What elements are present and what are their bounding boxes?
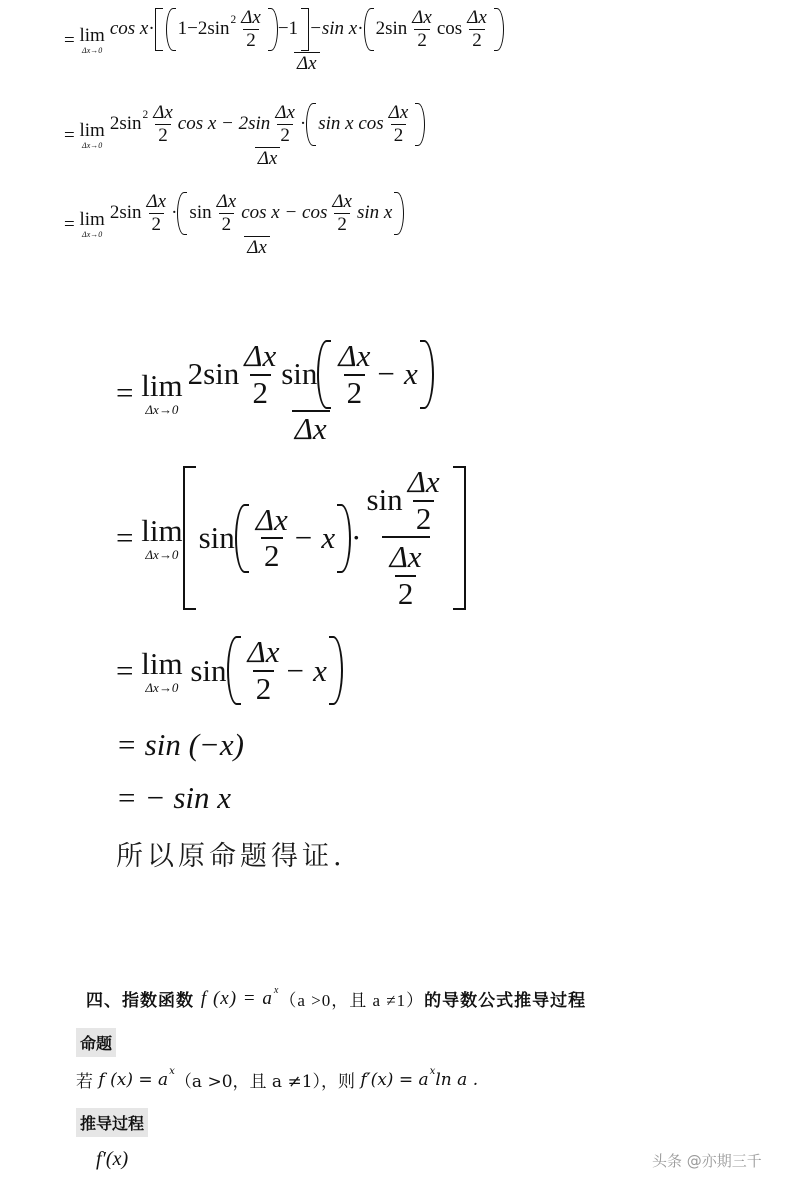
proposition-tag: 命题 — [76, 1028, 116, 1057]
fraction: 2sin $\frac{\Delta x}{2}$ sin $\frac{\Delta x}{2}$ − x Δx — [185, 340, 437, 446]
equals-sign: = — [64, 29, 75, 51]
equation-line-2: = lim Δx→0 2sin 2 $\frac{\Delta x}{2}$ cos x − 2sin $\frac{\Delta x}{2}$ · sin x cos $\frac{\Delta x}{2}$ Δx — [64, 103, 430, 169]
equation-line-7: = sin (−x) — [116, 727, 244, 762]
equation-line-1 — [64, 8, 509, 74]
limit-operator: lim Δx→0 — [79, 209, 105, 240]
equation-line-4: = lim Δx→0 2sin $\frac{\Delta x}{2}$ sin $\frac{\Delta x}{2}$ − x Δx — [116, 340, 439, 446]
limit-operator: lim Δx→0 — [141, 513, 183, 563]
limit-operator: lim Δx→0 — [141, 645, 183, 695]
equation-line-6: = lim Δx→0 sin $\frac{\Delta x}{2}$ − x — [116, 636, 343, 705]
limit-operator: lim Δx→0 — [141, 367, 183, 417]
conclusion-text: 所以原命题得证. — [116, 841, 346, 872]
derivative-expression: f′(x) — [96, 1148, 129, 1170]
derivation-tag: 推导过程 — [76, 1108, 148, 1137]
proposition-statement: 若 f (x) = a x （a >0，且 a ≠1），则 f′(x) = a x ln a . — [76, 1066, 479, 1092]
equation-line-3: = lim Δx→0 2sin $\frac{\Delta x}{2}$ · sin $\frac{\Delta x}{2}$ cos x − cos $\frac{\Delta x}{2}$ sin x Δx — [64, 192, 409, 258]
fraction: cos x · 1−2sin 2 $\frac{\Delta x}{2}$ −1 −sin x · 2sin $\frac{\Delta x}{2}$ cos $\frac{\Delta x}{2}$ Δx — [107, 8, 507, 74]
section-4-heading: 四、指数函数 f (x) = a x （a >0，且 a ≠1） 的导数公式推导过程 — [86, 985, 587, 1011]
limit-operator: lim Δx→0 — [79, 25, 105, 56]
equation-line-5: = lim Δx→0 sin $\frac{\Delta x}{2}$ − x · sin $\frac{\Delta x}{2}$ $\frac{\Delta x}{2}$ — [116, 466, 466, 610]
watermark: 头条 @亦期三千 — [652, 1152, 762, 1170]
fraction: 2sin $\frac{\Delta x}{2}$ · sin $\frac{\Delta x}{2}$ cos x − cos $\frac{\Delta x}{2}$ sin x Δx — [107, 192, 408, 258]
square-bracket-group: sin $\frac{\Delta x}{2}$ − x · sin $\frac{\Delta x}{2}$ $\frac{\Delta x}{2}$ — [183, 466, 466, 610]
fraction: 2sin 2 $\frac{\Delta x}{2}$ cos x − 2sin $\frac{\Delta x}{2}$ · sin x cos $\frac{\Delta x}{2}$ Δx — [107, 103, 428, 169]
limit-operator: lim Δx→0 — [79, 120, 105, 151]
equation-line-8: = − sin x — [116, 780, 232, 815]
